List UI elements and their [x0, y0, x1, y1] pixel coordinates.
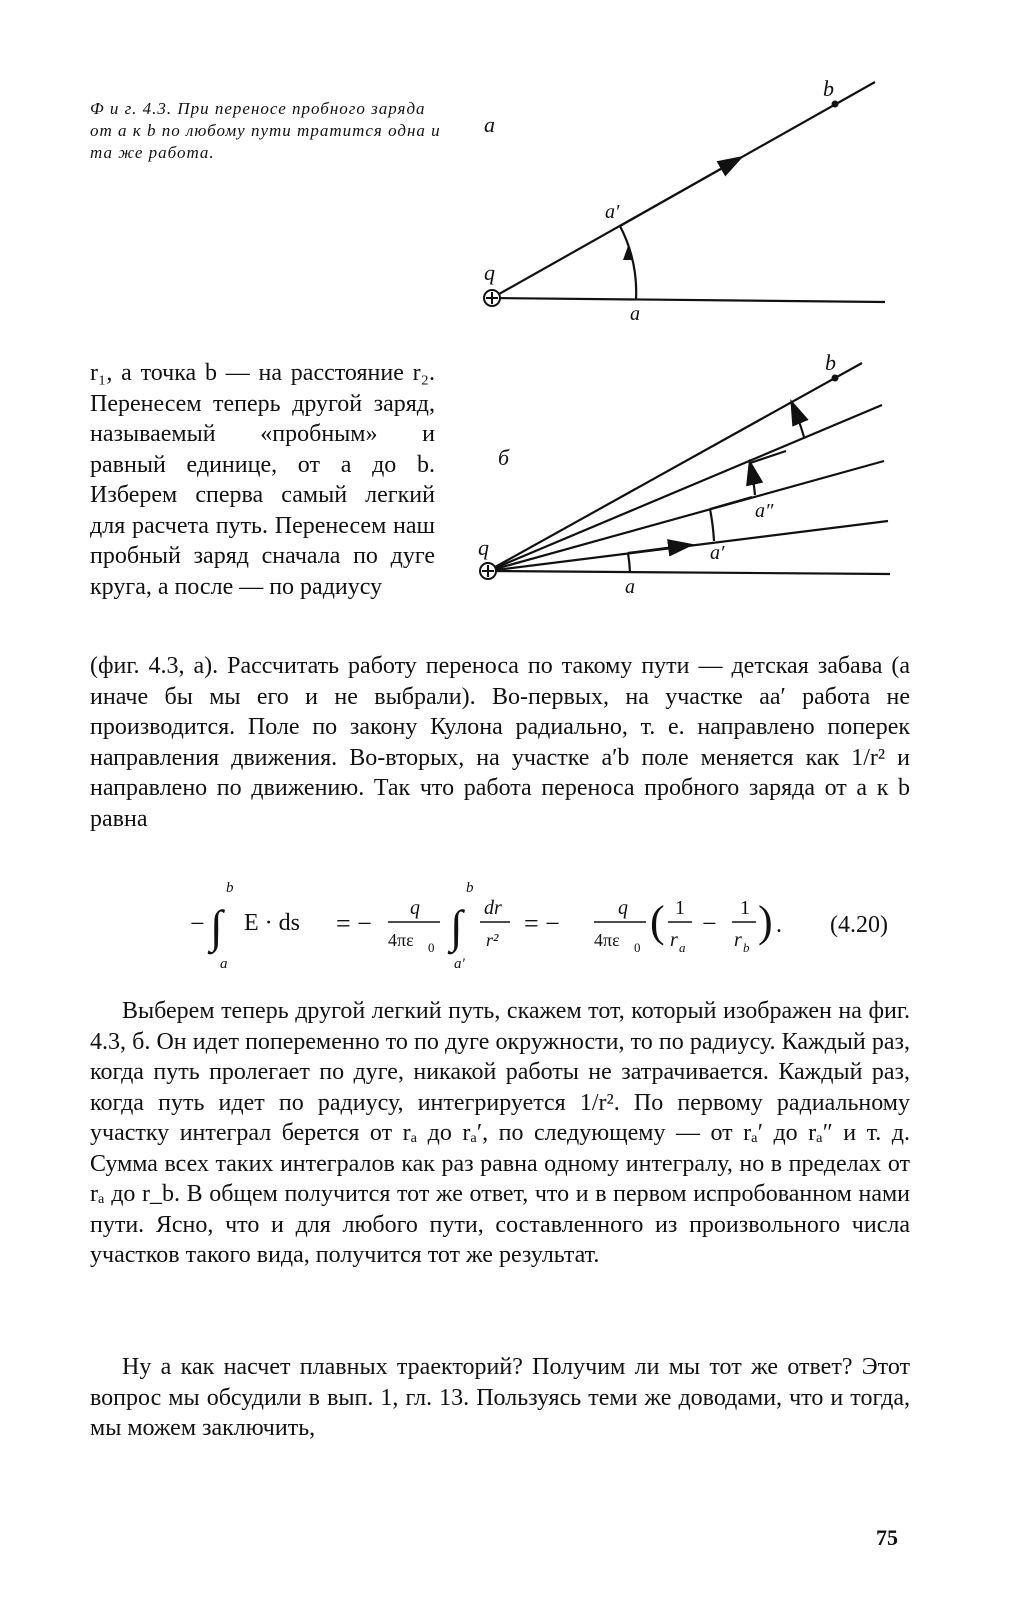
- label-a-double-prime: a″: [755, 500, 774, 522]
- label-q: q: [484, 260, 495, 285]
- label-a-prime: a′: [605, 201, 620, 223]
- paragraph-text: (фиг. 4.3, а). Рассчитать работу переноса по такому пути — детская забава (а иначе бы мы его и не выбрали). Во-первых, на участке aa′ работа не производится. Поле по закону Кулона радиально, т. е. направлено поперек направления движения. Во-вторых, на участке a′b поле меняется как 1/r² и направлено по движению. Так что работа переноса пробного заряда от a к b равна: [90, 653, 910, 832]
- svg-text:): ): [758, 897, 773, 946]
- path-arrow: [620, 158, 740, 226]
- equation-4-20: [140, 870, 930, 980]
- svg-text:a: a: [679, 940, 686, 955]
- panel-label-b: б: [498, 445, 510, 470]
- svg-text:dr: dr: [484, 897, 502, 919]
- label-b: b: [823, 76, 834, 101]
- page-number: 75: [876, 1525, 898, 1550]
- paragraph-2: [90, 996, 910, 1271]
- svg-text:b: b: [743, 940, 750, 955]
- integral-sign: ∫: [210, 901, 223, 952]
- label-a: a: [630, 303, 640, 325]
- svg-text:q: q: [410, 897, 420, 919]
- svg-text:E · ds: E · ds: [244, 910, 300, 936]
- label-a: a: [625, 576, 635, 598]
- svg-text:r: r: [734, 929, 742, 951]
- panel-label-a: а: [484, 112, 495, 137]
- ray-horizontal: [492, 298, 885, 302]
- svg-text:−: −: [190, 909, 205, 938]
- svg-text:.: .: [776, 912, 782, 938]
- svg-text:= −: = −: [524, 909, 560, 938]
- narrow-text-column: [90, 358, 435, 602]
- svg-text:b: b: [226, 880, 234, 896]
- svg-text:a: a: [220, 956, 228, 972]
- label-b: b: [825, 350, 836, 375]
- arc-path: [620, 226, 636, 300]
- svg-text:0: 0: [428, 940, 435, 955]
- paragraph-text: Выберем теперь другой легкий путь, скажем тот, который изображен на фиг. 4.3, б. Он идет попеременно то по дуге окружности, то по радиусу. Каждый раз, когда путь пролегает по дуге, никакой работы не затрачивается. Каждый раз, когда путь идет по радиусу, интегрируется 1/r². По первому радиальному участку интеграл берется от rₐ до rₐ′, по следующему — от rₐ′ до rₐ″ и т. д. Сумма всех таких интегралов как раз равна одному интегралу, но в пределах от rₐ до r_b. В общем получится тот же ответ, что и в первом испробованном нами пути. Ясно, что и для любого пути, составленного из произвольного числа участков такого вида, получится тот же результат.: [90, 998, 910, 1268]
- svg-text:= −: = −: [336, 909, 372, 938]
- svg-text:(: (: [650, 897, 665, 946]
- svg-text:1: 1: [675, 897, 685, 919]
- svg-text:4πε: 4πε: [594, 930, 620, 950]
- paragraph-narrow: r₁, а точка b — на расстояние r₂. Перенесем теперь другой заряд, называемый «пробным» и равный единице, от a до b. Изберем сперва самый легкий для расчета путь. Перенесем наш пробный заряд сначала по дуге круга, а после — по радиусу: [90, 360, 435, 600]
- svg-text:q: q: [618, 897, 628, 919]
- svg-text:b: b: [466, 880, 474, 896]
- paragraph-1-continued: [90, 651, 910, 834]
- svg-text:r²: r²: [486, 930, 499, 950]
- equation-number: (4.20): [830, 912, 888, 938]
- svg-text:4πε: 4πε: [388, 930, 414, 950]
- figure-4-3-a: [470, 70, 900, 330]
- paragraph-text: Ну а как насчет плавных траекторий? Получим ли мы тот же ответ? Этот вопрос мы обсудили в вып. 1, гл. 13. Пользуясь теми же доводами, что и тогда, мы можем заключить,: [90, 1354, 910, 1441]
- svg-text:1: 1: [740, 897, 750, 919]
- figure-caption: Ф и г. 4.3. При переносе пробного заряда от а к b по любому пути тратится одна и та же работа.: [90, 99, 441, 162]
- svg-text:r: r: [670, 929, 678, 951]
- label-q: q: [478, 535, 489, 560]
- label-a-prime: a′: [710, 542, 725, 564]
- figure-4-3-b: [470, 345, 910, 605]
- svg-text:0: 0: [634, 940, 641, 955]
- svg-text:−: −: [702, 909, 717, 938]
- svg-text:a′: a′: [454, 956, 465, 972]
- integral-sign: ∫: [450, 901, 463, 952]
- paragraph-3: [90, 1352, 910, 1444]
